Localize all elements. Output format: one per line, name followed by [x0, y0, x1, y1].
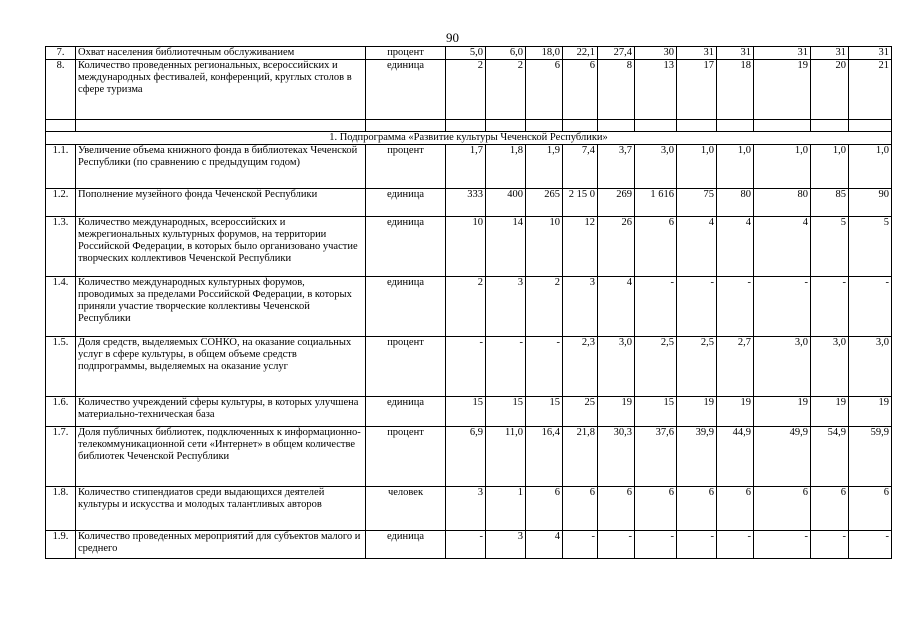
separator-row — [46, 120, 892, 132]
value-cell: 5 — [849, 217, 892, 277]
value-cell: 6 — [526, 487, 563, 531]
value-cell: 6 — [717, 487, 754, 531]
value-cell: 25 — [563, 397, 598, 427]
value-cell: - — [598, 531, 635, 559]
indicator-name: Количество стипендиатов среди выдающихся деятелей культуры и искусства и молодых талантливых авторов — [76, 487, 366, 531]
table-row — [46, 427, 892, 487]
value-cell: 7,4 — [563, 145, 598, 189]
value-cell: 1,0 — [677, 145, 717, 189]
value-cell: 30,3 — [598, 427, 635, 487]
value-cell: - — [754, 531, 811, 559]
value-cell: 26 — [598, 217, 635, 277]
value-cell: - — [677, 277, 717, 337]
value-cell: 4 — [526, 531, 563, 559]
value-cell: 4 — [754, 217, 811, 277]
unit-cell: процент — [366, 145, 446, 189]
value-cell: 2,5 — [635, 337, 677, 397]
table-row — [46, 60, 892, 120]
value-cell: - — [811, 531, 849, 559]
table-row — [46, 397, 892, 427]
value-cell: 3,0 — [811, 337, 849, 397]
value-cell: 19 — [598, 397, 635, 427]
value-cell: 333 — [446, 189, 486, 217]
row-number: 1.6. — [46, 397, 76, 427]
unit-cell: единица — [366, 217, 446, 277]
row-number: 1.2. — [46, 189, 76, 217]
value-cell: 2 15 0 — [563, 189, 598, 217]
value-cell: 5 — [811, 217, 849, 277]
value-cell: 20 — [811, 60, 849, 120]
value-cell: 19 — [754, 60, 811, 120]
value-cell: 1 616 — [635, 189, 677, 217]
value-cell: 31 — [754, 47, 811, 60]
value-cell: 59,9 — [849, 427, 892, 487]
unit-cell: процент — [366, 427, 446, 487]
value-cell: 4 — [677, 217, 717, 277]
unit-cell: процент — [366, 337, 446, 397]
indicator-name: Пополнение музейного фонда Чеченской Республики — [76, 189, 366, 217]
indicator-name: Доля средств, выделяемых СОНКО, на оказание социальных услуг в сфере культуры, в общем объеме средств подпрограммы, выделяемых на оказание услуг — [76, 337, 366, 397]
section-title: 1. Подпрограмма «Развитие культуры Чеченской Республики» — [46, 132, 892, 145]
value-cell: 6,0 — [486, 47, 526, 60]
value-cell: 3 — [446, 487, 486, 531]
unit-cell: единица — [366, 60, 446, 120]
row-number: 1.3. — [46, 217, 76, 277]
value-cell: 19 — [754, 397, 811, 427]
indicator-name: Количество проведенных мероприятий для субъектов малого и среднего — [76, 531, 366, 559]
unit-cell: единица — [366, 531, 446, 559]
value-cell: 15 — [635, 397, 677, 427]
value-cell: 1 — [486, 487, 526, 531]
value-cell: 1,0 — [754, 145, 811, 189]
value-cell: 3 — [486, 531, 526, 559]
value-cell: 6 — [635, 217, 677, 277]
value-cell: 2 — [486, 60, 526, 120]
value-cell: 1,8 — [486, 145, 526, 189]
row-number: 8. — [46, 60, 76, 120]
value-cell: 27,4 — [598, 47, 635, 60]
value-cell: 19 — [811, 397, 849, 427]
value-cell: 54,9 — [811, 427, 849, 487]
value-cell: 3,7 — [598, 145, 635, 189]
value-cell: 31 — [717, 47, 754, 60]
value-cell: 90 — [849, 189, 892, 217]
value-cell: 14 — [486, 217, 526, 277]
value-cell: 2 — [446, 60, 486, 120]
value-cell: 19 — [677, 397, 717, 427]
value-cell: - — [486, 337, 526, 397]
value-cell: 15 — [446, 397, 486, 427]
value-cell: 19 — [717, 397, 754, 427]
value-cell: 2 — [446, 277, 486, 337]
indicator-name: Доля публичных библиотек, подключенных к информационно-телекоммуникационной сети «Интернет» в общем количестве библиотек Чеченской Республики — [76, 427, 366, 487]
value-cell: 18,0 — [526, 47, 563, 60]
indicator-name: Увеличение объема книжного фонда в библиотеках Чеченской Республики (по сравнению с предыдущим годом) — [76, 145, 366, 189]
value-cell: 5,0 — [446, 47, 486, 60]
value-cell: 15 — [486, 397, 526, 427]
value-cell: 1,0 — [717, 145, 754, 189]
value-cell: 21,8 — [563, 427, 598, 487]
value-cell: 6 — [526, 60, 563, 120]
value-cell: 1,7 — [446, 145, 486, 189]
value-cell: 75 — [677, 189, 717, 217]
value-cell: 3,0 — [635, 145, 677, 189]
value-cell: 2,7 — [717, 337, 754, 397]
value-cell: 12 — [563, 217, 598, 277]
value-cell: 6 — [811, 487, 849, 531]
value-cell: 31 — [811, 47, 849, 60]
value-cell: 6,9 — [446, 427, 486, 487]
value-cell: 265 — [526, 189, 563, 217]
value-cell: 400 — [486, 189, 526, 217]
value-cell: 8 — [598, 60, 635, 120]
value-cell: 15 — [526, 397, 563, 427]
value-cell: 22,1 — [563, 47, 598, 60]
value-cell: 6 — [563, 60, 598, 120]
row-number: 1.7. — [46, 427, 76, 487]
table-row — [46, 217, 892, 277]
section-row — [46, 132, 892, 145]
value-cell: 13 — [635, 60, 677, 120]
row-number: 1.4. — [46, 277, 76, 337]
value-cell: 3,0 — [849, 337, 892, 397]
value-cell: - — [677, 531, 717, 559]
row-number: 1.5. — [46, 337, 76, 397]
table-row — [46, 277, 892, 337]
table-row — [46, 487, 892, 531]
value-cell: 2,3 — [563, 337, 598, 397]
value-cell: 6 — [598, 487, 635, 531]
indicator-name: Количество международных культурных форумов, проводимых за пределами Российской Федерации, в которых приняли участие творческие коллективы Чеченской Республики — [76, 277, 366, 337]
value-cell: - — [717, 531, 754, 559]
value-cell: 18 — [717, 60, 754, 120]
value-cell: 10 — [526, 217, 563, 277]
row-number: 7. — [46, 47, 76, 60]
value-cell: 30 — [635, 47, 677, 60]
value-cell: 3 — [486, 277, 526, 337]
value-cell: 17 — [677, 60, 717, 120]
value-cell: 1,0 — [811, 145, 849, 189]
top-rows — [46, 47, 892, 120]
value-cell: 4 — [717, 217, 754, 277]
indicator-name: Количество международных, всероссийских и межрегиональных культурных форумов, на территории Российской Федерации, в которых было организовано участие творческих коллективов Чеченской Республики — [76, 217, 366, 277]
value-cell: - — [635, 277, 677, 337]
unit-cell: единица — [366, 189, 446, 217]
value-cell: - — [446, 337, 486, 397]
table-row — [46, 337, 892, 397]
value-cell: 6 — [849, 487, 892, 531]
value-cell: 85 — [811, 189, 849, 217]
value-cell: 6 — [677, 487, 717, 531]
value-cell: - — [635, 531, 677, 559]
indicator-name: Количество проведенных региональных, всероссийских и международных фестивалей, конференций, круглых столов в сфере туризма — [76, 60, 366, 120]
value-cell: 11,0 — [486, 427, 526, 487]
value-cell: 80 — [754, 189, 811, 217]
unit-cell: человек — [366, 487, 446, 531]
table-row — [46, 47, 892, 60]
unit-cell: единица — [366, 277, 446, 337]
table-row — [46, 531, 892, 559]
value-cell: 1,9 — [526, 145, 563, 189]
value-cell: - — [811, 277, 849, 337]
value-cell: 3 — [563, 277, 598, 337]
value-cell: 21 — [849, 60, 892, 120]
value-cell: 4 — [598, 277, 635, 337]
indicator-name: Количество учреждений сферы культуры, в которых улучшена материально-техническая база — [76, 397, 366, 427]
table-row — [46, 145, 892, 189]
row-number: 1.8. — [46, 487, 76, 531]
value-cell: 31 — [677, 47, 717, 60]
value-cell: 49,9 — [754, 427, 811, 487]
value-cell: 39,9 — [677, 427, 717, 487]
value-cell: 1,0 — [849, 145, 892, 189]
value-cell: 10 — [446, 217, 486, 277]
subprogram-rows — [46, 145, 892, 559]
row-number: 1.1. — [46, 145, 76, 189]
value-cell: - — [754, 277, 811, 337]
row-number: 1.9. — [46, 531, 76, 559]
value-cell: 44,9 — [717, 427, 754, 487]
value-cell: 31 — [849, 47, 892, 60]
unit-cell: единица — [366, 397, 446, 427]
value-cell: 3,0 — [754, 337, 811, 397]
page-number: 90 — [446, 30, 459, 45]
value-cell: 6 — [635, 487, 677, 531]
value-cell: 16,4 — [526, 427, 563, 487]
value-cell: - — [849, 277, 892, 337]
value-cell: 80 — [717, 189, 754, 217]
indicators-table — [45, 46, 892, 559]
value-cell: 3,0 — [598, 337, 635, 397]
value-cell: - — [717, 277, 754, 337]
value-cell: - — [446, 531, 486, 559]
value-cell: 269 — [598, 189, 635, 217]
indicator-name: Охват населения библиотечным обслуживанием — [76, 47, 366, 60]
value-cell: 6 — [754, 487, 811, 531]
value-cell: 19 — [849, 397, 892, 427]
value-cell: - — [526, 337, 563, 397]
value-cell: 6 — [563, 487, 598, 531]
value-cell: 37,6 — [635, 427, 677, 487]
value-cell: 2,5 — [677, 337, 717, 397]
value-cell: 2 — [526, 277, 563, 337]
value-cell: - — [849, 531, 892, 559]
value-cell: - — [563, 531, 598, 559]
table-row — [46, 189, 892, 217]
unit-cell: процент — [366, 47, 446, 60]
